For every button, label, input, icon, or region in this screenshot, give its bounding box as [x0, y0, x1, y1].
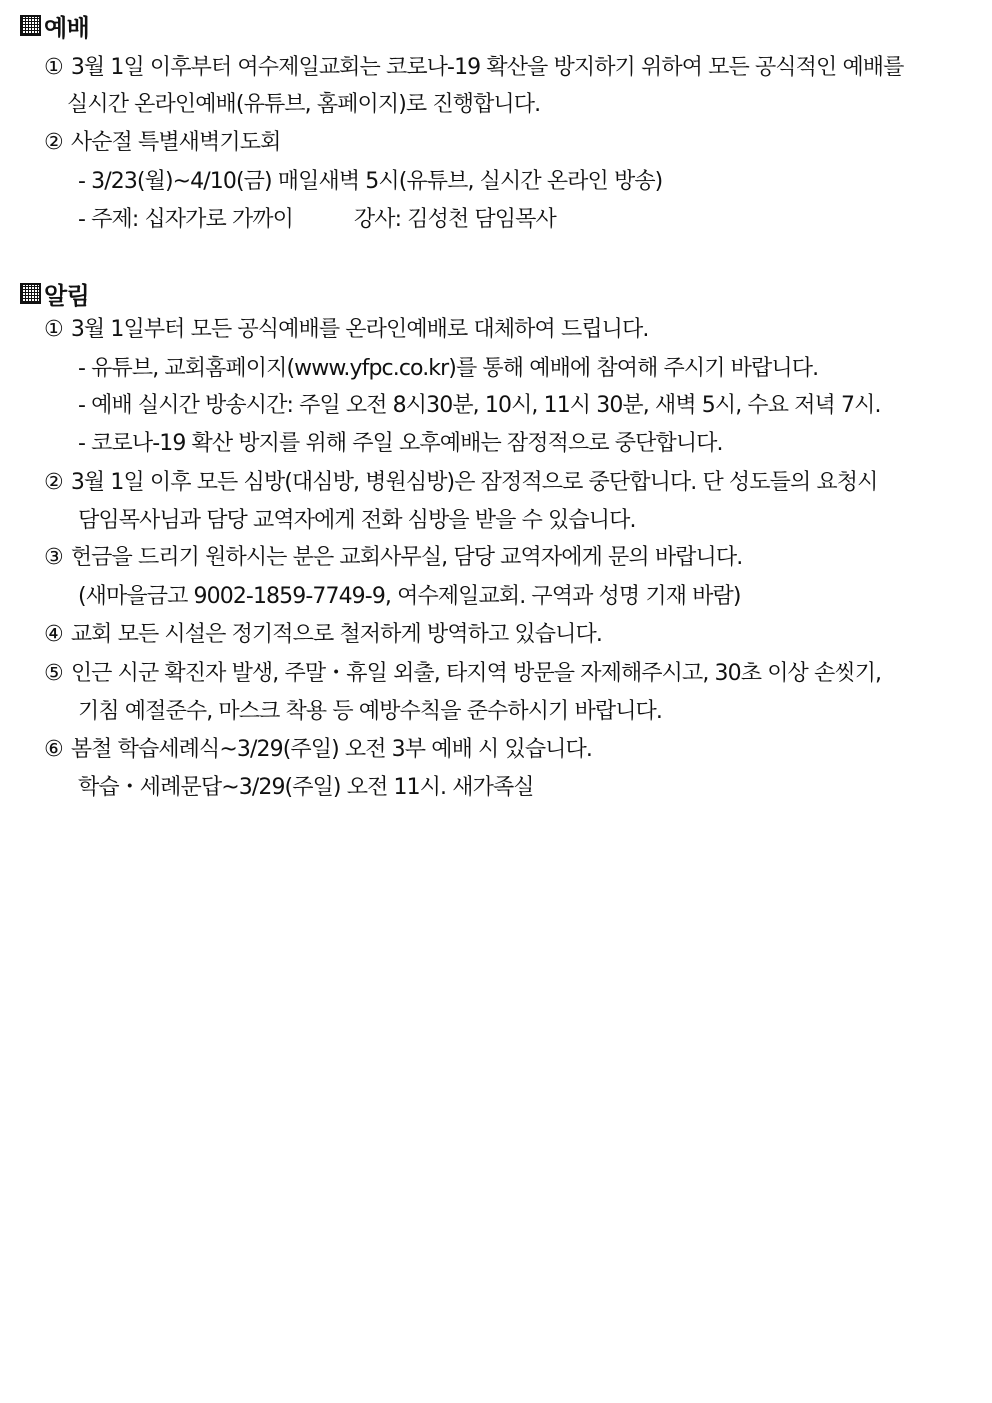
notice-item-5-line-1: ⑤ 인근 시군 확진자 발생, 주말・휴일 외출, 타지역 방문을 자제해주시고, 30초 이상 손씻기, — [44, 659, 881, 689]
notice-item-1-line-2: - 유튜브, 교회홈페이지(www.yfpc.co.kr)를 통해 예배에 참여해 주시기 바랍니다. — [78, 356, 819, 381]
worship-item-1-line-2: 실시간 온라인예배(유튜브, 홈페이지)로 진행합니다. — [67, 92, 541, 117]
worship-title-text: 예배 — [44, 14, 90, 42]
notice-item-2-line-2: 담임목사님과 담당 교역자에게 전화 심방을 받을 수 있습니다. — [78, 508, 636, 533]
notice-item-3-line-2: (새마을금고 9002-1859-7749-9, 여수제일교회. 구역과 성명 기재 바람) — [78, 584, 741, 609]
checkered-square-icon — [20, 15, 41, 36]
notice-item-4-line-1: ④ 교회 모든 시설은 정기적으로 철저하게 방역하고 있습니다. — [44, 620, 602, 650]
item-number: ⑤ — [44, 661, 63, 686]
notice-section-title — [20, 276, 89, 311]
worship-item-2-line-2: - 3/23(월)~4/10(금) 매일새벽 5시(유튜브, 실시간 온라인 방송) — [78, 169, 663, 194]
worship-item-2-line-3: - 주제: 십자가로 가까이 강사: 김성천 담임목사 — [78, 207, 556, 232]
item-number: ④ — [44, 622, 63, 647]
notice-title-text: 알림 — [44, 282, 90, 310]
item-number: ⑥ — [44, 737, 63, 762]
notice-item-6-line-1: ⑥ 봄철 학습세례식~3/29(주일) 오전 3부 예배 시 있습니다. — [44, 735, 592, 765]
item-number: ③ — [44, 545, 63, 570]
item-number: ① — [44, 317, 63, 342]
notice-item-6-line-2: 학습・세례문답~3/29(주일) 오전 11시. 새가족실 — [78, 775, 534, 800]
item-number: ② — [44, 470, 63, 495]
worship-section-title — [20, 8, 89, 43]
notice-item-1-line-4: - 코로나-19 확산 방지를 위해 주일 오후예배는 잠정적으로 중단합니다. — [78, 431, 723, 456]
notice-item-1-line-3: - 예배 실시간 방송시간: 주일 오전 8시30분, 10시, 11시 30분, 새벽 5시, 수요 저녁 7시. — [78, 393, 881, 418]
item-number: ① — [44, 55, 63, 80]
notice-item-3-line-1: ③ 헌금을 드리기 원하시는 분은 교회사무실, 담당 교역자에게 문의 바랍니다. — [44, 543, 742, 573]
worship-item-2-line-1: ② 사순절 특별새벽기도회 — [44, 128, 280, 158]
notice-item-5-line-2: 기침 예절준수, 마스크 착용 등 예방수칙을 준수하시기 바랍니다. — [78, 699, 662, 724]
worship-item-1-line-1: ① 3월 1일 이후부터 여수제일교회는 코로나-19 확산을 방지하기 위하여 모든 공식적인 예배를 — [44, 53, 904, 83]
notice-item-2-line-1: ② 3월 1일 이후 모든 심방(대심방, 병원심방)은 잠정적으로 중단합니다. 단 성도들의 요청시 — [44, 468, 877, 498]
item-number: ② — [44, 130, 63, 155]
notice-item-1-line-1: ① 3월 1일부터 모든 공식예배를 온라인예배로 대체하여 드립니다. — [44, 315, 648, 345]
checkered-square-icon — [20, 283, 41, 304]
